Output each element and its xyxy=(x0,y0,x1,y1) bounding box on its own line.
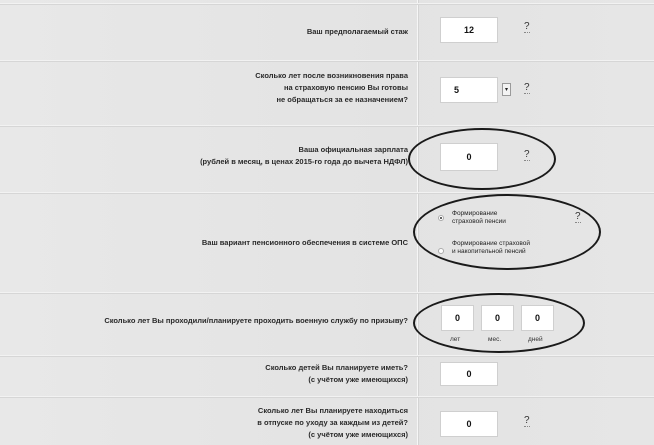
defer-label-line: на страховую пенсию Вы готовы xyxy=(283,83,408,92)
radio-label-line: и накопительной пенсий xyxy=(452,248,526,255)
military-years-unit: лет xyxy=(450,336,461,343)
defer-label xyxy=(255,70,408,106)
defer-select[interactable] xyxy=(440,77,498,103)
childcare-help-icon[interactable]: ? xyxy=(524,415,530,426)
military-days-value: 0 xyxy=(534,313,540,323)
radio-label-line: страховой пенсии xyxy=(452,218,506,225)
military-days-unit: дней xyxy=(528,336,543,343)
pension-option-label-text: Ваш вариант пенсионного обеспечения в системе ОПС xyxy=(201,238,408,247)
chevron-down-icon[interactable]: ▾ xyxy=(502,83,511,96)
pension-option-help-icon[interactable]: ? xyxy=(575,211,581,222)
row-separator xyxy=(0,192,654,193)
children-input[interactable] xyxy=(440,362,498,386)
row-separator xyxy=(0,355,654,356)
childcare-label xyxy=(257,405,408,441)
defer-label-line: Сколько лет после возникновения права xyxy=(255,71,408,80)
children-label xyxy=(265,362,408,386)
row-separator xyxy=(0,292,654,293)
salary-label-line: Ваша официальная зарплата xyxy=(298,145,408,154)
military-label xyxy=(104,315,408,327)
defer-help-icon[interactable]: ? xyxy=(524,82,530,93)
experience-value: 12 xyxy=(463,25,474,35)
military-years-value: 0 xyxy=(454,313,460,323)
row-separator xyxy=(0,396,654,397)
salary-value: 0 xyxy=(466,152,472,162)
children-value: 0 xyxy=(466,369,472,379)
children-label-line: Сколько детей Вы планируете иметь? xyxy=(265,363,408,372)
military-months-value: 0 xyxy=(494,313,500,323)
row-separator xyxy=(0,3,654,4)
salary-label-line: (рублей в месяц, в ценах 2015-го года до вычета НДФЛ) xyxy=(200,157,408,166)
childcare-value: 0 xyxy=(466,419,472,429)
row-separator xyxy=(0,60,654,61)
experience-input[interactable] xyxy=(440,17,498,43)
highlight-ellipse-pension-option xyxy=(413,194,601,270)
experience-help-icon[interactable]: ? xyxy=(524,21,530,32)
childcare-label-line: в отпуске по уходу за каждым из детей? xyxy=(257,418,408,427)
pension-option-label xyxy=(202,237,408,249)
highlight-ellipse-salary xyxy=(408,128,556,190)
highlight-ellipse-military xyxy=(413,293,585,353)
childcare-label-line: (с учётом уже имеющихся) xyxy=(308,430,408,439)
childcare-label-line: Сколько лет Вы планируете находиться xyxy=(257,406,408,415)
row-separator xyxy=(0,125,654,126)
salary-help-icon[interactable]: ? xyxy=(524,149,530,160)
experience-label xyxy=(307,26,408,38)
children-label-line: (с учётом уже имеющихся) xyxy=(308,375,408,384)
radio-label-line: Формирование xyxy=(452,210,498,217)
childcare-input[interactable] xyxy=(440,411,498,437)
salary-label xyxy=(200,144,408,168)
experience-label-text: Ваш предполагаемый стаж xyxy=(306,27,408,36)
defer-selected-value: 5 xyxy=(454,85,460,95)
defer-label-line: не обращаться за ее назначением? xyxy=(276,95,408,104)
military-label-text: Сколько лет Вы проходили/планируете проходить военную службу по призыву? xyxy=(104,316,408,325)
military-months-unit: мес. xyxy=(488,336,502,343)
radio-label-line: Формирование страховой xyxy=(452,240,531,247)
